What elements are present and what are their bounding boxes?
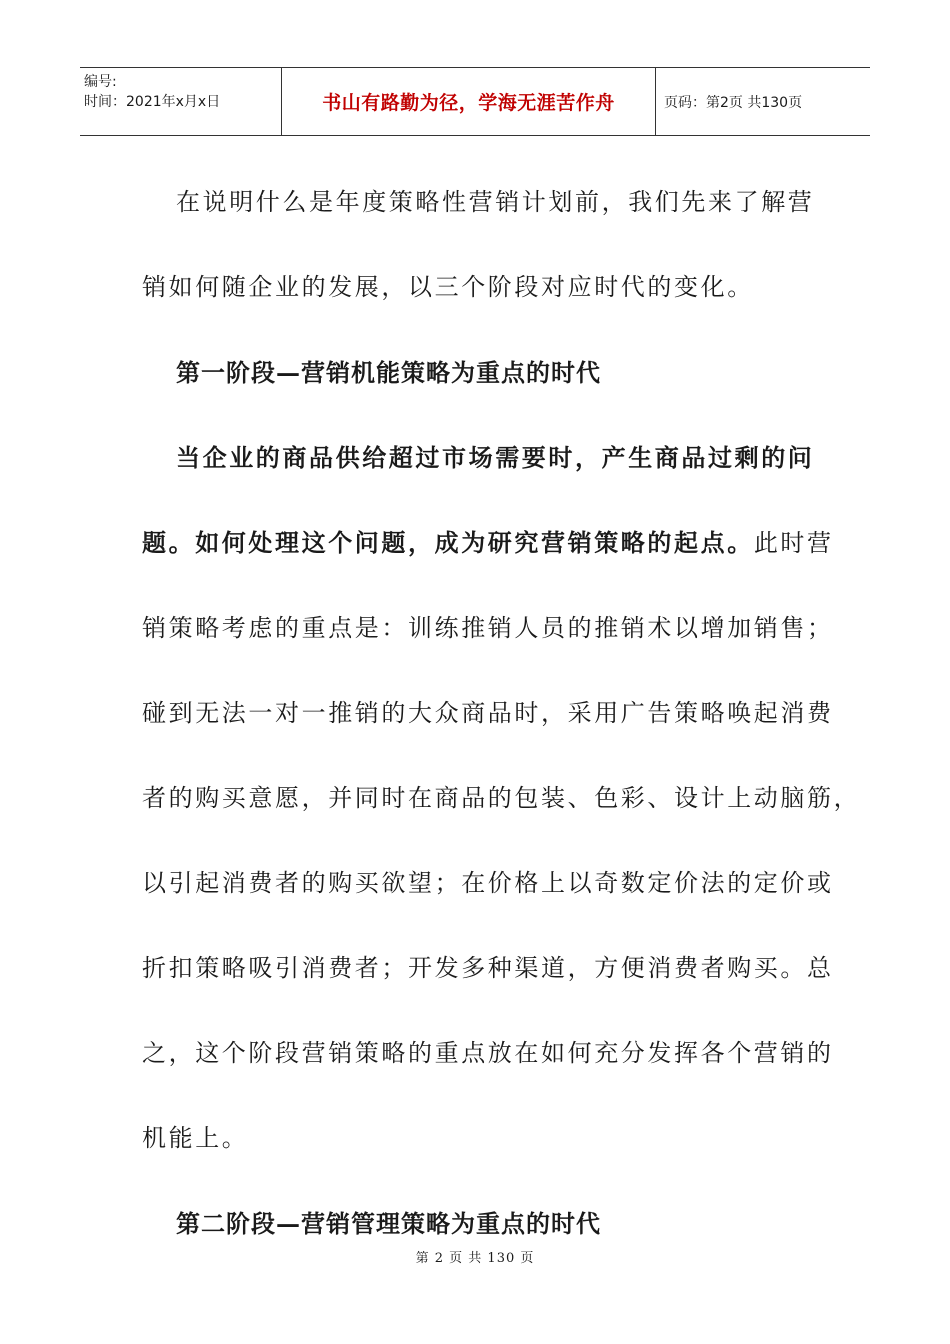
body-line-bold: 当企业的商品供给超过市场需要时，产生商品过剩的问 — [176, 443, 815, 472]
header-page-cell — [656, 68, 870, 135]
body-line: 碰到无法一对一推销的大众商品时，采用广告策略唤起消费 — [142, 699, 834, 727]
header-motto-cell — [282, 68, 656, 135]
document-header — [80, 67, 870, 136]
document-number-label: 编号: — [84, 74, 117, 90]
body-line-mixed — [142, 500, 832, 586]
body-line: 之，这个阶段营销策略的重点放在如何充分发挥各个营销的 — [142, 1039, 834, 1067]
header-page-number: 页码：第2页 共130页 — [664, 94, 803, 111]
header-motto: 书山有路勤为径，学海无涯苦作舟 — [322, 92, 615, 114]
intro-paragraph — [142, 160, 832, 330]
page-footer: 第 2 页 共 130 页 — [415, 1251, 535, 1266]
body-line: 销如何随企业的发展，以三个阶段对应时代的变化。 — [142, 273, 754, 301]
stage1-heading: 第一阶段—营销机能策略为重点的时代 — [176, 358, 601, 387]
header-meta-cell — [80, 68, 282, 135]
stage2-heading: 第二阶段—营销管理策略为重点的时代 — [176, 1209, 601, 1238]
body-text: 此时营 — [753, 529, 834, 557]
body-text-bold: 题。如何处理这个问题，成为研究营销策略的起点。 — [142, 528, 754, 557]
body-line: 折扣策略吸引消费者；开发多种渠道，方便消费者购买。总 — [142, 954, 834, 982]
body-line: 者的购买意愿，并同时在商品的包装、色彩、设计上动脑筋， — [142, 784, 861, 812]
body-line: 机能上。 — [142, 1124, 249, 1152]
stage1-paragraph — [142, 415, 861, 1181]
document-date: 时间：2021年x月x日 — [84, 94, 221, 110]
body-line: 以引起消费者的购买欲望；在价格上以奇数定价法的定价或 — [142, 869, 834, 897]
document-body — [142, 160, 861, 1266]
body-line: 在说明什么是年度策略性营销计划前，我们先来了解营 — [176, 188, 815, 216]
body-line: 销策略考虑的重点是：训练推销人员的推销术以增加销售； — [142, 614, 834, 642]
